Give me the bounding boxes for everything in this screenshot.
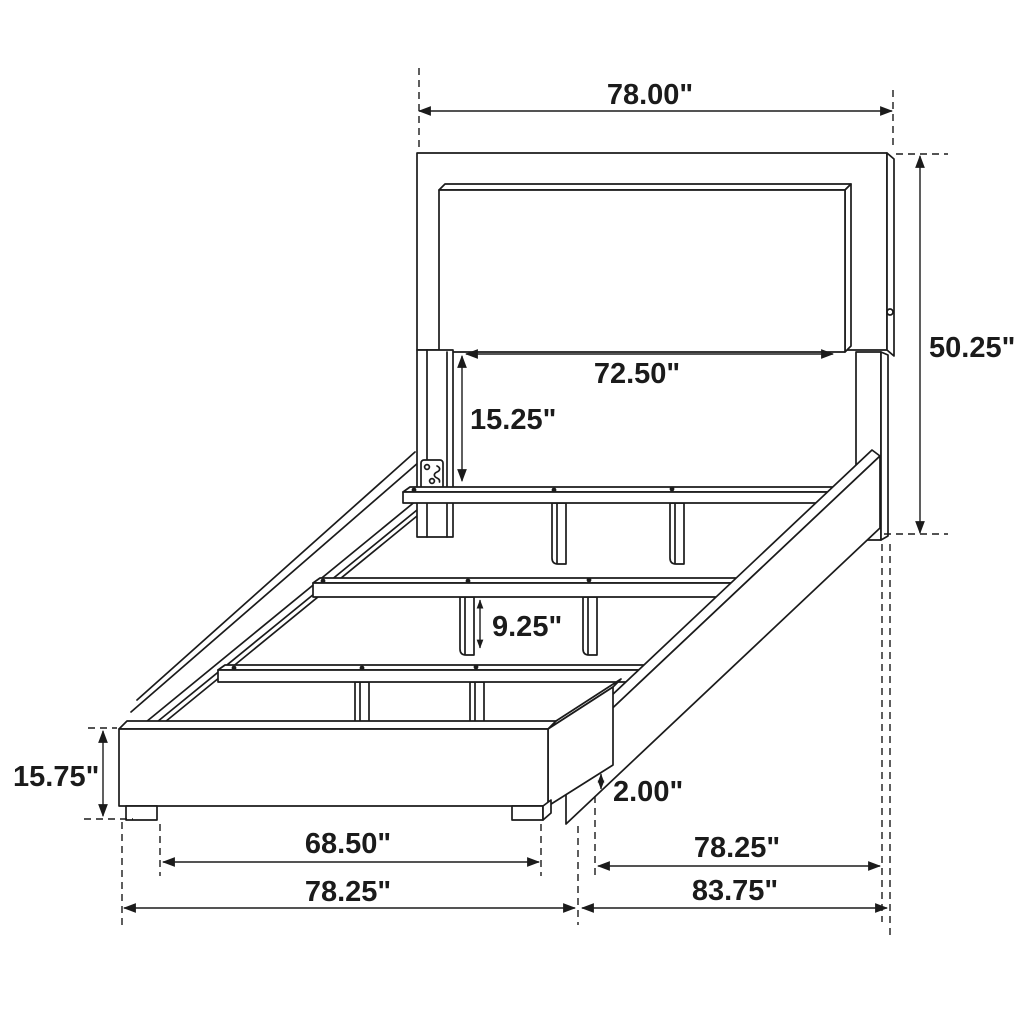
dim-rail-length: [598, 832, 880, 866]
dim-label-footboard-width: 78.25": [304, 876, 392, 908]
footboard-front-face: [119, 729, 548, 806]
headboard-inner-panel-side: [845, 184, 851, 352]
dim-headboard-leg-height: [462, 356, 556, 481]
dim-footboard-height: [13, 731, 103, 816]
headboard-right-leg-side: [881, 352, 888, 540]
slat-1-leg-right: [670, 503, 684, 564]
dim-label-headboard-inner-width: 72.50": [593, 358, 681, 390]
headboard: [417, 153, 894, 356]
headboard-inner-panel: [439, 190, 845, 352]
dim-center-leg-height: [480, 600, 562, 648]
headboard-inner-panel-top: [439, 184, 851, 190]
dim-overall-length: [582, 875, 887, 908]
footboard: [119, 679, 621, 820]
slat-1-leg-left: [552, 503, 566, 564]
dim-label-foot-spacing: 68.50": [304, 828, 392, 860]
dim-label-rail-overhang: 2.00": [613, 776, 684, 808]
footboard-right-foot: [512, 806, 543, 820]
dim-footboard-width: [124, 876, 575, 908]
near-rail-outer-face: [566, 456, 880, 824]
dim-rail-overhang: [601, 774, 683, 808]
dim-label-overall-length: 83.75": [691, 875, 779, 907]
dim-label-headboard-leg-height: 15.25": [470, 404, 557, 436]
rail-bracket: [421, 460, 443, 489]
dim-label-rail-length: 78.25": [693, 832, 781, 864]
dim-label-headboard-height: 50.25": [929, 332, 1016, 364]
dim-foot-spacing: [163, 828, 539, 862]
dim-headboard-width: [419, 79, 892, 111]
headboard-side-face: [887, 153, 894, 356]
dim-headboard-height: [920, 156, 1015, 533]
dim-headboard-inner-width: [466, 354, 833, 390]
footboard-top-face: [119, 721, 556, 729]
dim-label-footboard-height: 15.75": [13, 761, 100, 793]
dim-label-center-leg-height: 9.25": [492, 611, 563, 643]
slat-2-leg-right: [583, 597, 597, 655]
dim-label-headboard-width: 78.00": [606, 79, 694, 111]
slat-3-leg-left: [355, 682, 369, 726]
slat-2-leg-left: [460, 597, 474, 655]
footboard-left-foot: [126, 806, 157, 820]
slat-3-leg-right: [470, 682, 484, 726]
